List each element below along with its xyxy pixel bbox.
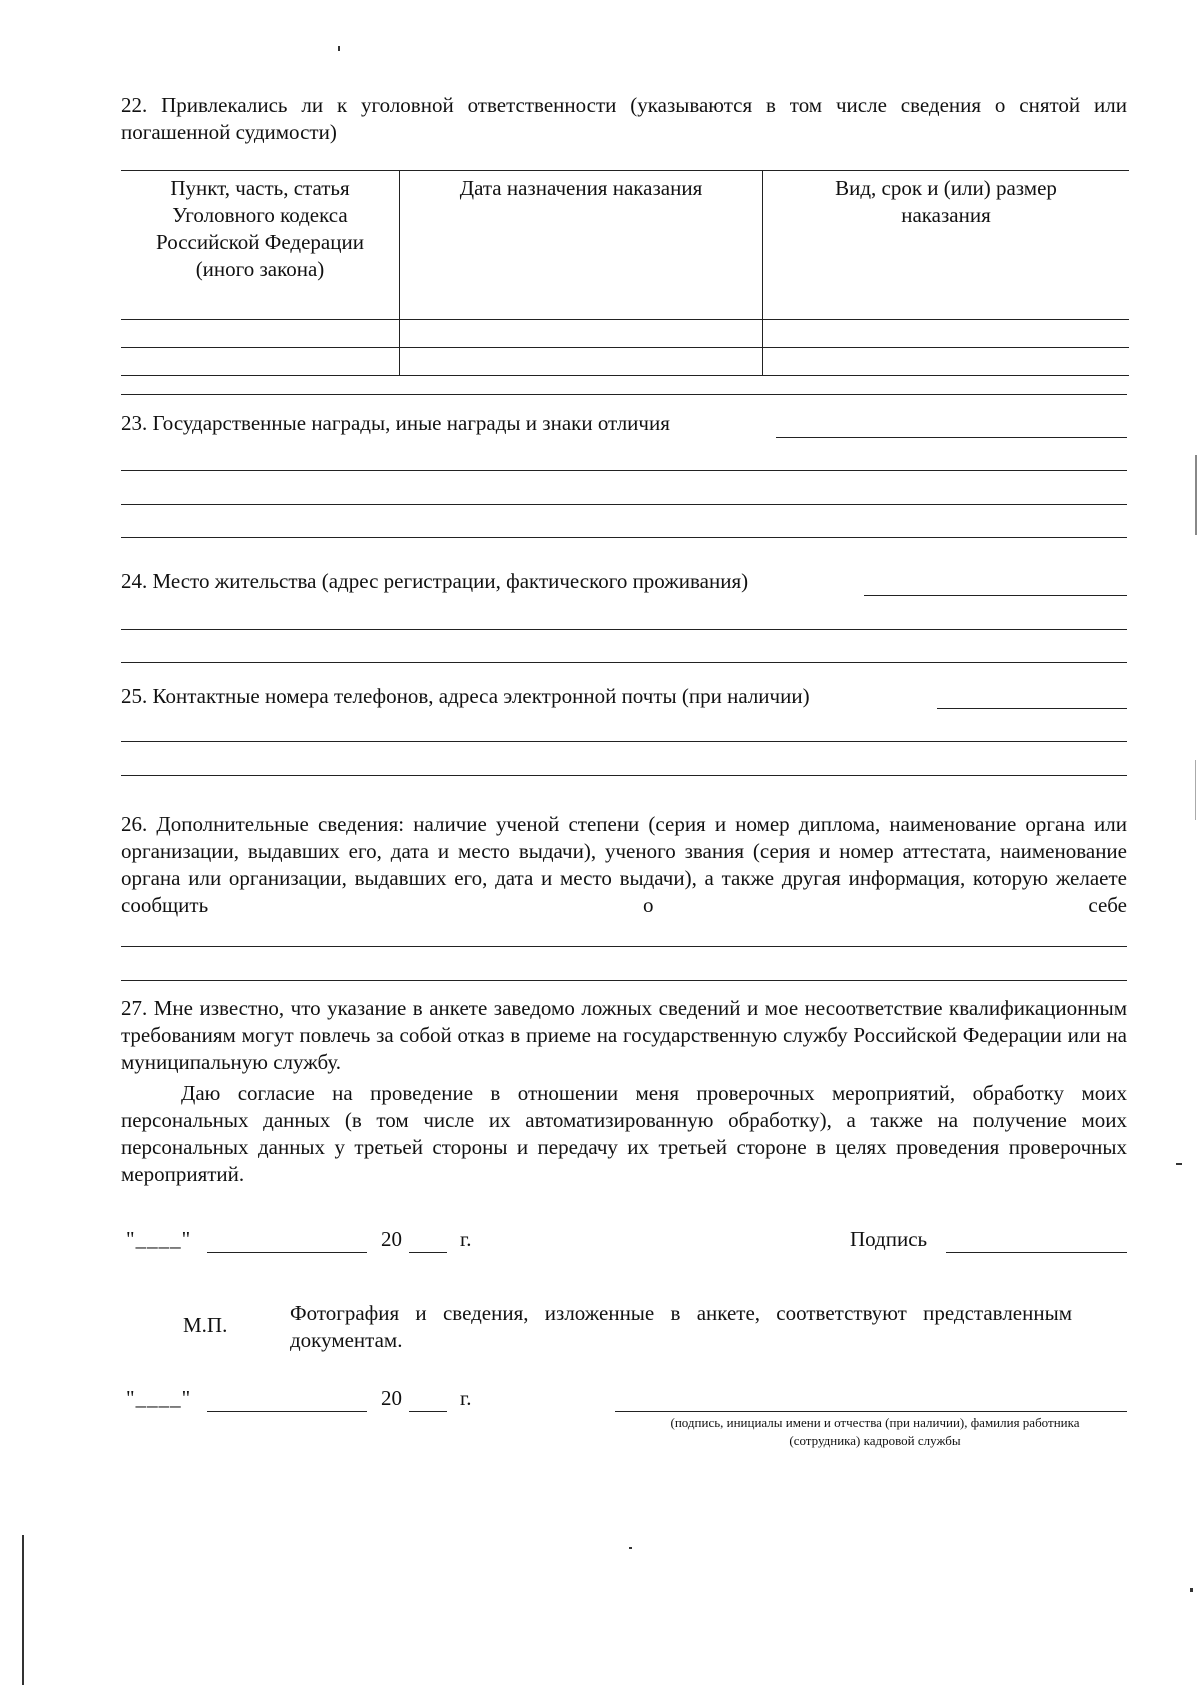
- blank-line[interactable]: [121, 537, 1127, 538]
- photo-confirmation-text: Фотография и сведения, изложенные в анкете, соответствуют представленным документам.: [290, 1301, 1072, 1352]
- criminal-record-table: [121, 170, 1129, 376]
- signature-field[interactable]: [946, 1252, 1127, 1253]
- scan-edge-mark: [1195, 455, 1197, 535]
- table-header-row: [121, 171, 1129, 320]
- blank-line[interactable]: [864, 595, 1127, 596]
- blank-line[interactable]: [121, 394, 1127, 395]
- table-row[interactable]: [121, 348, 1129, 376]
- section-27-paragraph-2: Даю согласие на проведение в отношении меня проверочных мероприятий, обработку моих персональных данных (в том числе их автоматизированную обработку), а также на получение моих персональных данных у третьей стороны и передачу их третьей стороне в целях проведения проверочных мероприятий.: [121, 1081, 1127, 1186]
- date-year-field[interactable]: [409, 1252, 447, 1253]
- hr-date-year-prefix: 20: [381, 1386, 402, 1410]
- date-year-suffix: г.: [460, 1227, 472, 1251]
- hr-signature-caption: (подпись, инициалы имени и отчества (при наличии), фамилия работника (сотрудника) кадровой службы: [670, 1415, 1080, 1448]
- scan-edge-mark: [22, 1535, 24, 1685]
- date-month-field[interactable]: [207, 1252, 367, 1253]
- table-header-punishment: Вид, срок и (или) размер наказания: [763, 171, 1130, 320]
- table-cell[interactable]: [763, 320, 1130, 348]
- scan-speck: [629, 1547, 632, 1549]
- hr-signature-field[interactable]: [615, 1411, 1127, 1412]
- table-cell[interactable]: [400, 320, 763, 348]
- hr-date-month-field[interactable]: [207, 1411, 367, 1412]
- blank-line[interactable]: [121, 629, 1127, 630]
- section-26-text: 26. Дополнительные сведения: наличие ученой степени (серия и номер диплома, наименование органа или организации, выдавших его, дата и место выдачи), ученого звания (серия и номер аттестата, наименование органа или организации, выдавших его, дата и место выдачи), а также другая информация, которую желаете сообщить о себе: [121, 812, 1127, 917]
- section-22-text: 22. Привлекались ли к уголовной ответственности (указываются в том числе сведения о снятой или погашенной судимости): [121, 93, 1127, 144]
- scan-edge-mark: [1195, 760, 1196, 820]
- blank-line[interactable]: [121, 946, 1127, 947]
- stamp-placeholder: М.П.: [183, 1313, 228, 1337]
- blank-line[interactable]: [121, 470, 1127, 471]
- blank-line[interactable]: [121, 504, 1127, 505]
- blank-line[interactable]: [776, 437, 1127, 438]
- hr-date-year-suffix: г.: [460, 1386, 472, 1410]
- date-year-prefix: 20: [381, 1227, 402, 1251]
- date-day-field[interactable]: "____": [126, 1227, 192, 1251]
- table-cell[interactable]: [121, 348, 400, 376]
- scan-speck: [1190, 1588, 1193, 1592]
- section-27-paragraph-1: 27. Мне известно, что указание в анкете заведомо ложных сведений и мое несоответствие квалификационным требованиям могут повлечь за собой отказ в приеме на государственную службу Российской Федерации или на муниципальную службу.: [121, 996, 1127, 1074]
- table-cell[interactable]: [400, 348, 763, 376]
- blank-line[interactable]: [121, 775, 1127, 776]
- section-25-label: 25. Контактные номера телефонов, адреса электронной почты (при наличии): [121, 684, 810, 708]
- table-row[interactable]: [121, 320, 1129, 348]
- blank-line[interactable]: [121, 980, 1127, 981]
- table-header-article: Пункт, часть, статья Уголовного кодекса Российской Федерации (иного закона): [121, 171, 400, 320]
- blank-line[interactable]: [121, 662, 1127, 663]
- blank-line[interactable]: [937, 708, 1127, 709]
- scan-speck: [1176, 1163, 1182, 1165]
- signature-label: Подпись: [850, 1227, 928, 1251]
- hr-date-day-field[interactable]: "____": [126, 1386, 192, 1410]
- table-header-date: Дата назначения наказания: [400, 171, 763, 320]
- table-cell[interactable]: [763, 348, 1130, 376]
- scan-speck: [338, 46, 340, 51]
- blank-line[interactable]: [121, 741, 1127, 742]
- table-cell[interactable]: [121, 320, 400, 348]
- section-23-label: 23. Государственные награды, иные награды и знаки отличия: [121, 411, 670, 435]
- section-24-label: 24. Место жительства (адрес регистрации, фактического проживания): [121, 569, 749, 593]
- hr-date-year-field[interactable]: [409, 1411, 447, 1412]
